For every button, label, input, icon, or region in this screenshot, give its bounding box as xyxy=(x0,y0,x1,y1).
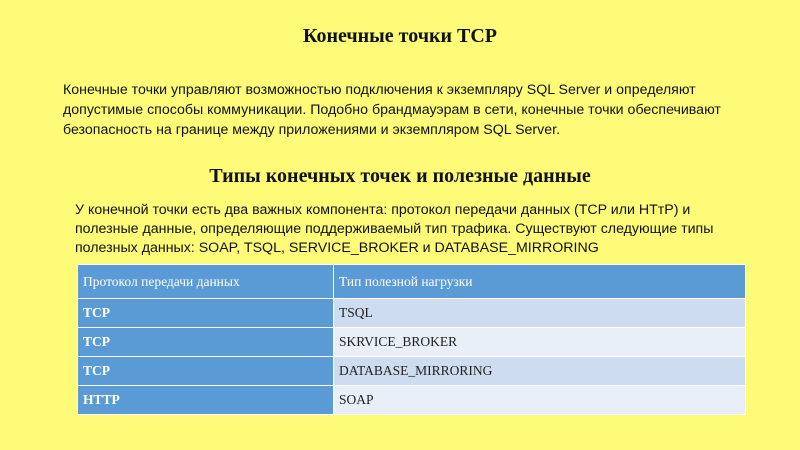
intro-paragraph: Конечные точки управляют возможностью подключения к экземпляру SQL Server и определяют допустимые способы коммуникации. Подобно брандмауэрам в сети, конечные точки обеспечивают безопасность на границе между приложениями и экземпляром SQL Server. xyxy=(63,82,721,138)
slide-title: Конечные точки TCP xyxy=(302,25,498,47)
table-row xyxy=(78,357,746,386)
table-row xyxy=(78,299,746,328)
payload-cell: TSQL xyxy=(334,299,746,328)
table-row xyxy=(78,386,746,415)
payload-cell: SKRVICE_BROKER xyxy=(334,328,746,357)
protocol-cell: TCP xyxy=(78,328,334,357)
protocol-cell: TCP xyxy=(78,299,334,328)
protocol-cell: HTTP xyxy=(78,386,334,415)
payload-cell: DATABASE_MIRRORING xyxy=(334,357,746,386)
header-protocol: Протокол передачи данных xyxy=(78,265,334,299)
section-title: Типы конечных точек и полезные данные xyxy=(209,165,591,187)
section-paragraph: У конечной точки есть два важных компонента: протокол передачи данных (TCP или НТтР) и полезные данные, определяющие поддерживаемый тип трафика. Существуют следующие типы полезных данных: SOAP, TSQL, SERVICE_BROKER и DATABASE_MIRRORING xyxy=(75,202,714,256)
header-payload: Тип полезной нагрузки xyxy=(334,265,746,299)
endpoint-types-table xyxy=(77,264,746,415)
table-row xyxy=(78,328,746,357)
payload-cell: SOAP xyxy=(334,386,746,415)
table-header-row xyxy=(78,265,746,299)
protocol-cell: TCP xyxy=(78,357,334,386)
